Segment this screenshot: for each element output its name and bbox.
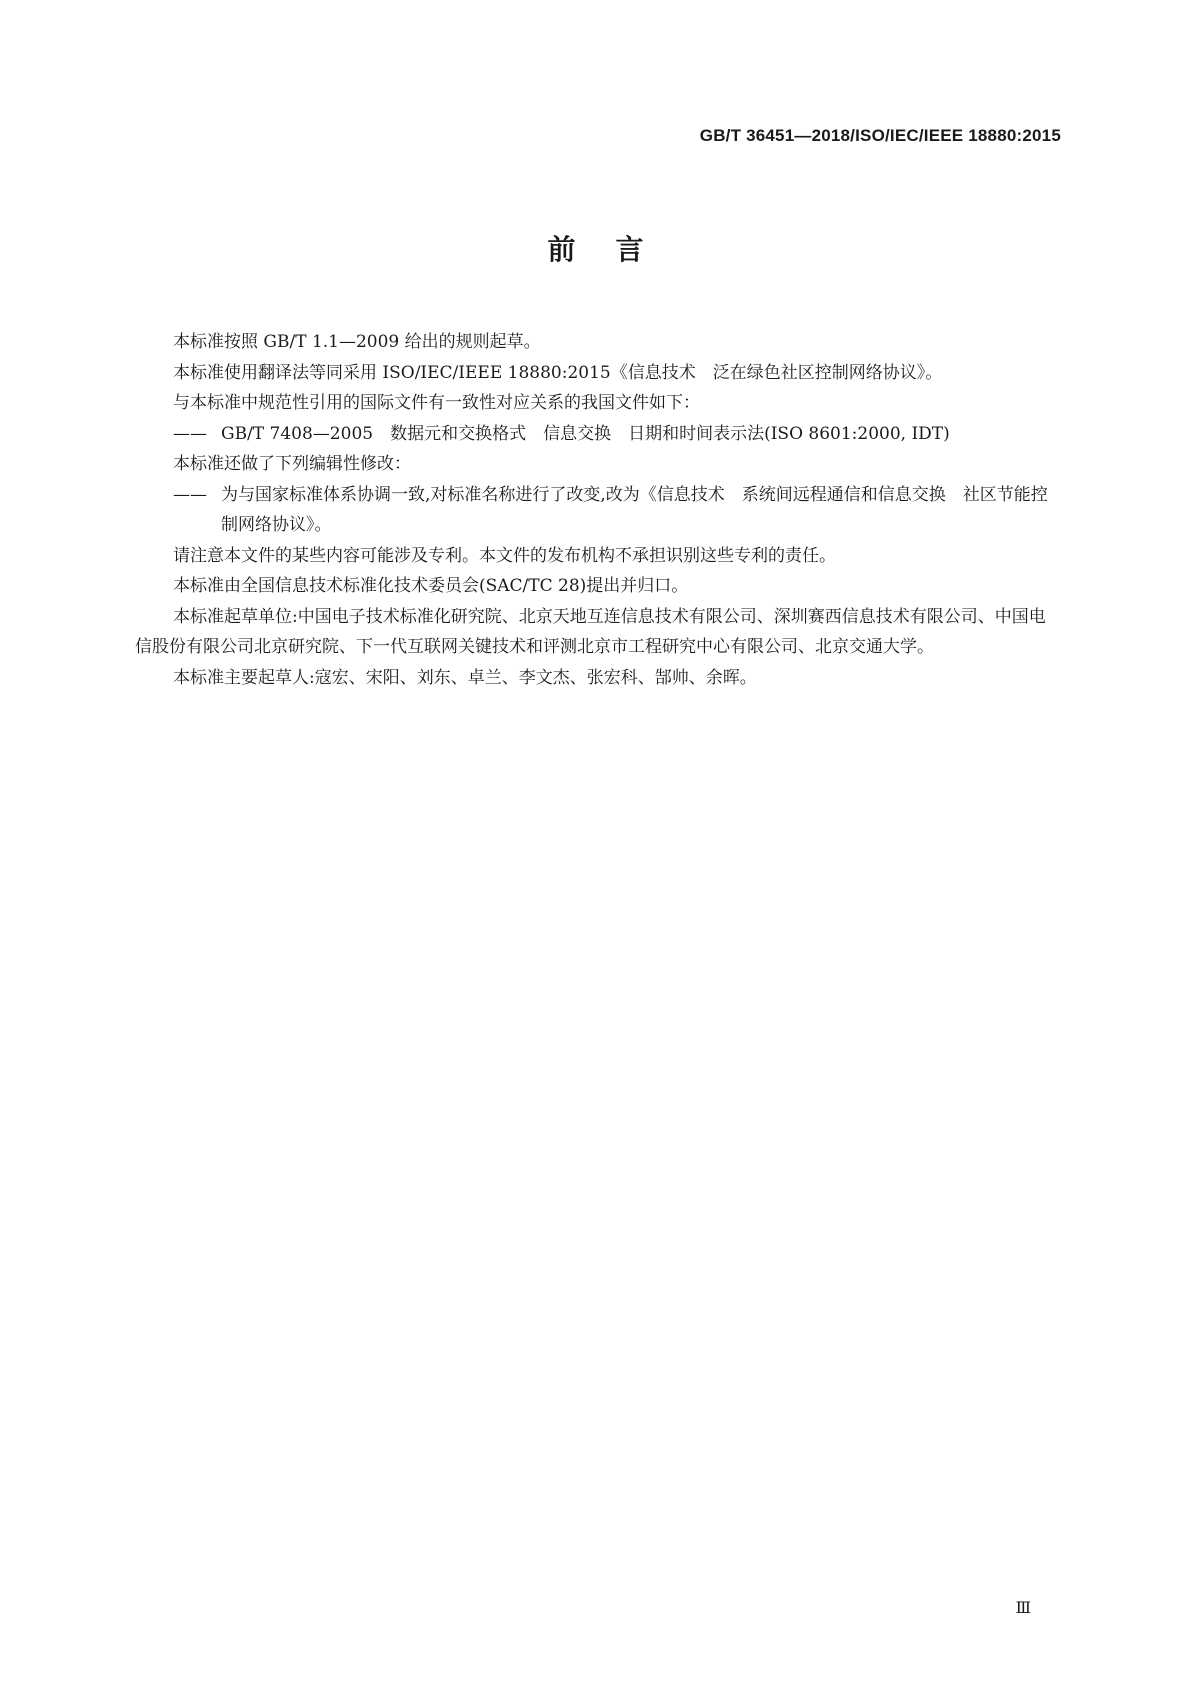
drafting-rules-paragraph: 本标准按照 GB/T 1.1—2009 给出的规则起草。 bbox=[173, 332, 541, 352]
page-number: Ⅲ bbox=[1015, 1598, 1031, 1617]
dash-mark: —— bbox=[173, 423, 207, 444]
standard-number-header: GB/T 36451—2018/ISO/IEC/IEEE 18880:2015 bbox=[699, 126, 1061, 145]
dash-mark: —— bbox=[173, 484, 207, 505]
editorial-change-item bbox=[135, 480, 1055, 541]
normative-reference-item bbox=[135, 419, 1055, 450]
adoption-paragraph: 本标准使用翻译法等同采用 ISO/IEC/IEEE 18880:2015《信息技术 泛在绿色社区控制网络协议》。 bbox=[173, 362, 943, 383]
foreword-body bbox=[135, 327, 1055, 693]
normative-reference-intro: 与本标准中规范性引用的国际文件有一致性对应关系的我国文件如下： bbox=[173, 393, 700, 413]
drafters-paragraph: 本标准主要起草人:寇宏、宋阳、刘东、卓兰、李文杰、张宏科、郜帅、余晖。 bbox=[173, 667, 757, 688]
drafting-units-paragraph: 本标准起草单位:中国电子技术标准化研究院、北京天地互连信息技术有限公司、深圳赛西信息技术有限公司、中国电信股份有限公司北京研究院、下一代互联网关键技术和评测北京市工程研究中心有限公司、北京交通大学。 bbox=[135, 606, 1046, 657]
patent-note-paragraph: 请注意本文件的某些内容可能涉及专利。本文件的发布机构不承担识别这些专利的责任。 bbox=[173, 545, 836, 566]
proposer-paragraph: 本标准由全国信息技术标准化技术委员会(SAC/TC 28)提出并归口。 bbox=[173, 576, 689, 596]
editorial-change-text: 为与国家标准体系协调一致,对标准名称进行了改变,改为《信息技术 系统间远程通信和信息交换 社区节能控制网络协议》。 bbox=[221, 484, 1048, 535]
editorial-changes-intro: 本标准还做了下列编辑性修改： bbox=[173, 454, 411, 474]
page-title: 前言 bbox=[547, 233, 684, 266]
normative-reference-text: GB/T 7408—2005 数据元和交换格式 信息交换 日期和时间表示法(ISO 8601:2000, IDT) bbox=[221, 423, 950, 444]
